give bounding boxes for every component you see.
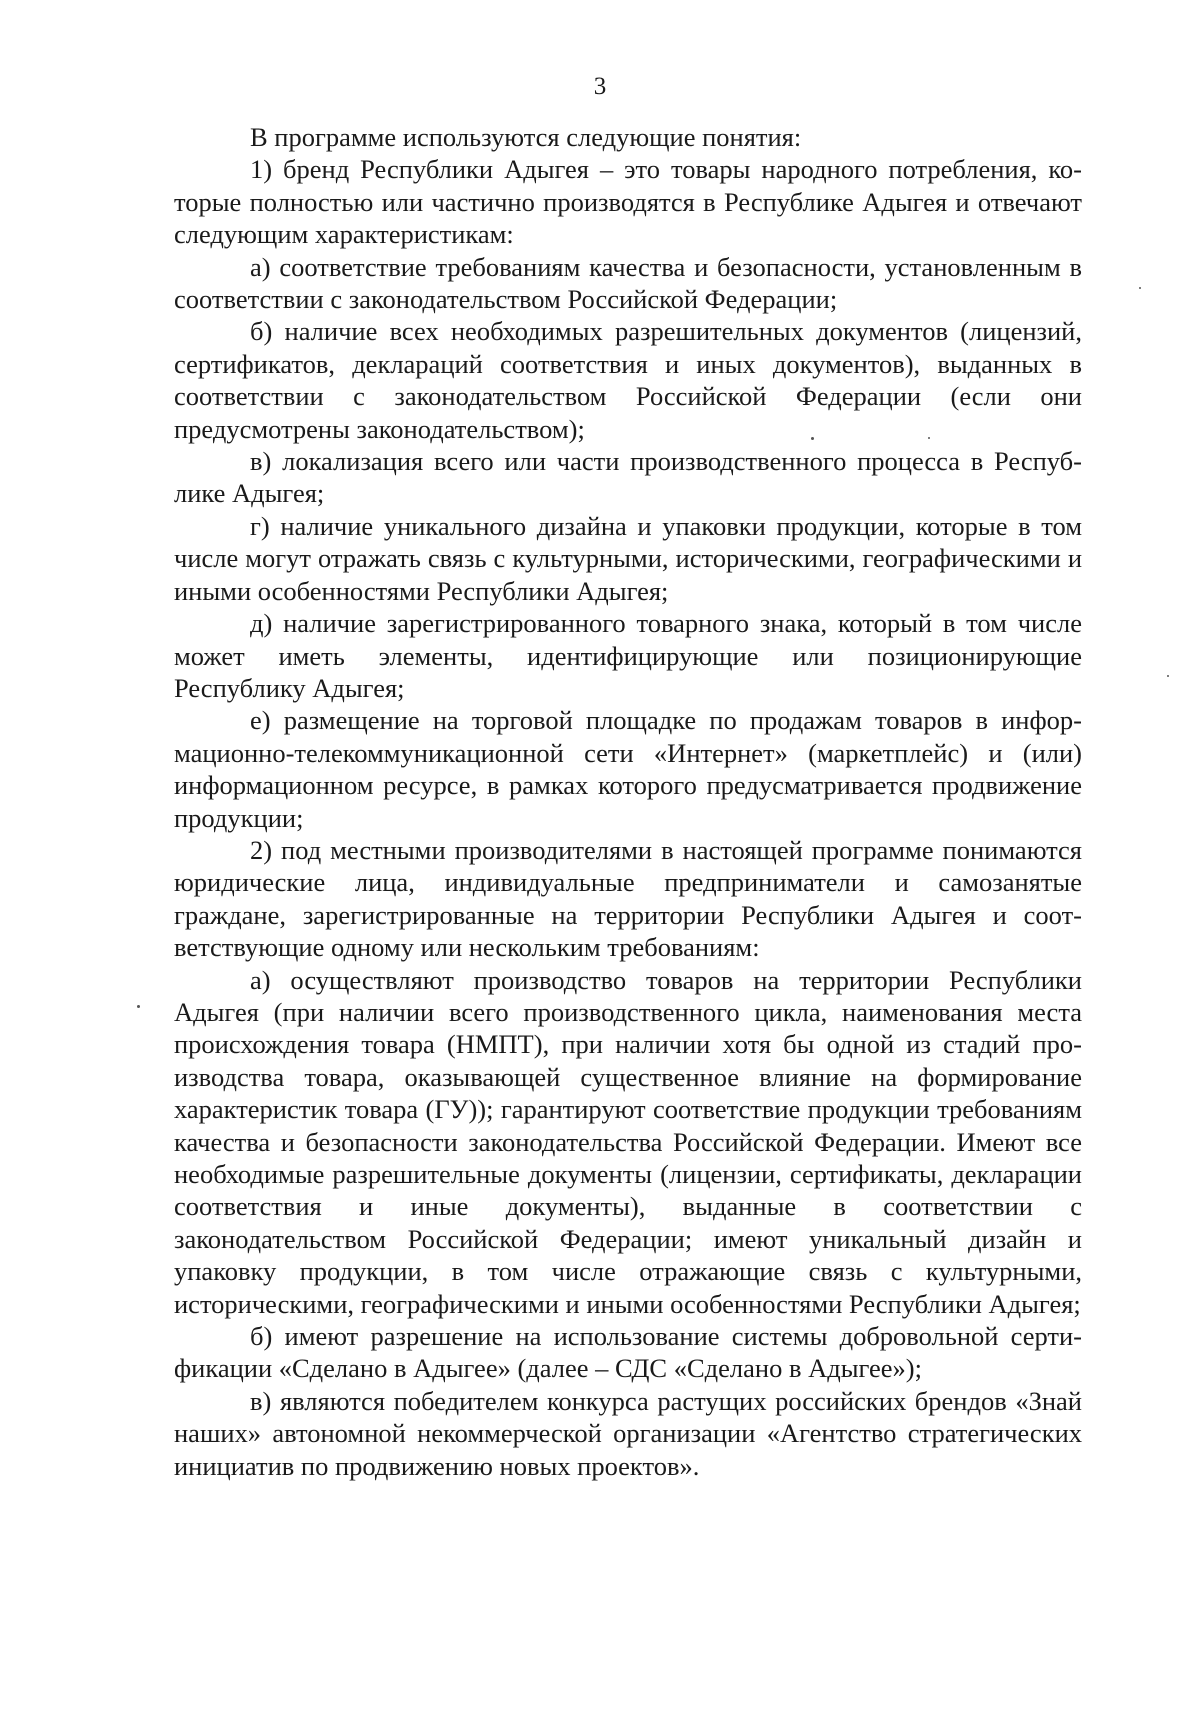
page-number: 3: [593, 73, 607, 100]
producer-requirement-a: а) осуществляют производство товаров на территории Республики Адыгея (при наличии всего производственного цикла, наименования места происхождения товара (НМПТ), при наличии хотя бы одной из стадий производства товара, оказывающей существенное влияние на формирование характеристик товара (ГУ)); гарантируют соответствие продукции требованиям качества и безопасности законодательства Российской Федерации. Имеют все необходимые разрешительные документы (лицензии, сертификаты, декларации соответствия и иные документы), выданные в соответствии с законодательством Российской Федерации; имеют уникальный дизайн и упаковку продукции, в том числе отражающие связь с культурными, историческими, географическими и иными особенностями Республики Адыгея;: [174, 964, 1082, 1319]
scan-speck: [1167, 675, 1169, 677]
brand-criterion-v: в) локализация всего или части производственного процесса в Республике Адыгея;: [174, 446, 1082, 509]
document-body: [174, 121, 1082, 1482]
scan-speck: [811, 437, 814, 440]
brand-criterion-a: а) соответствие требованиям качества и безопасности, установленным в соответствии с законодательством Российской Федерации;: [174, 251, 1082, 315]
producer-requirement-b: б) имеют разрешение на использование системы добровольной сертификации «Сделано в Адыгее» (далее – СДС «Сделано в Адыгее»);: [174, 1321, 1082, 1384]
brand-criterion-d: д) наличие зарегистрированного товарного знака, который в том числе может иметь элементы, идентифицирующие или позиционирующие Республику Адыгея;: [174, 608, 1082, 703]
brand-criterion-b: б) наличие всех необходимых разрешительных документов (лицензий, сертификатов, деклараций соответствия и иных документов), выданных в соответствии с законодательством Российской Федерации (если они предусмотрены законодательством);: [174, 316, 1082, 444]
producer-requirement-v: в) являются победителем конкурса растущих российских брендов «Знай наших» автономной некоммерческой организации «Агентство стратегических инициатив по продвижению новых проектов».: [174, 1385, 1082, 1481]
definition-local-producers: 2) под местными производителями в настоящей программе понимаются юридические лица, индивидуальные предприниматели и самозанятые граждане, зарегистрированные на территории Республики Адыгея и соответствующие одному или нескольким требованиям:: [174, 834, 1082, 963]
scan-speck: [137, 1005, 140, 1008]
definition-brand: 1) бренд Республики Адыгея – это товары народного потребления, которые полностью или частично производятся в Республике Адыгея и отвечают следующим характеристикам:: [174, 154, 1082, 250]
brand-criterion-g: г) наличие уникального дизайна и упаковки продукции, которые в том числе могут отражать связь с культурными, историческими, географическими и иными особенностями Республики Адыгея;: [174, 510, 1082, 606]
brand-criterion-e: е) размещение на торговой площадке по продажам товаров в информационно-телекоммуникационной сети «Интернет» (маркетплейс) и (или) информационном ресурсе, в рамках которого предусматривается продвижение продукции;: [174, 705, 1082, 833]
intro-paragraph: В программе используются следующие понятия:: [250, 122, 802, 152]
scan-speck: [928, 437, 930, 439]
scan-speck: [1139, 287, 1141, 289]
